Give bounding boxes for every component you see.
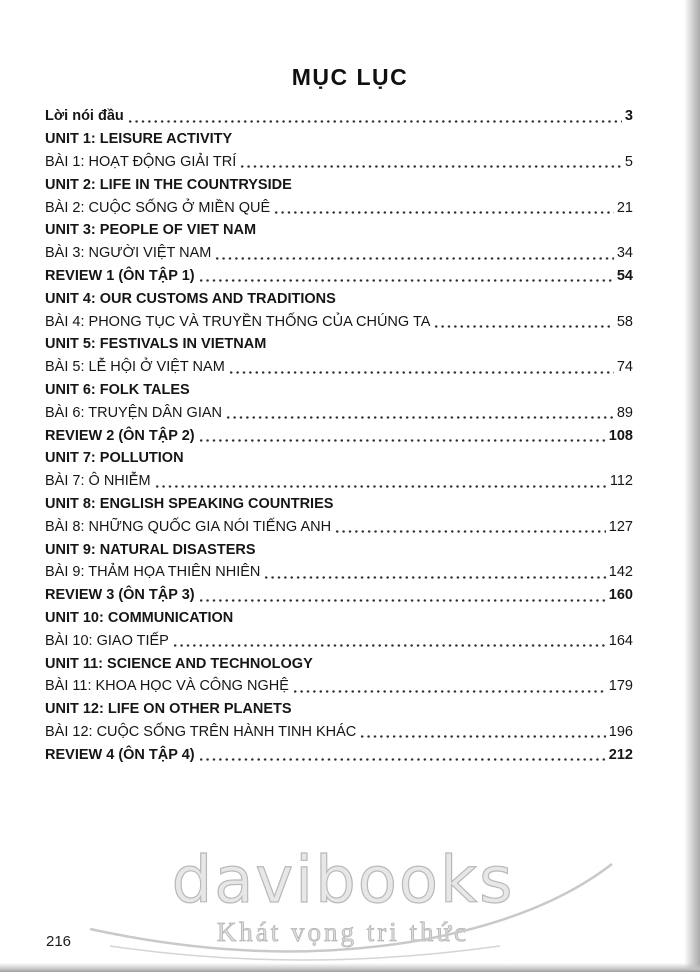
table-of-contents: [45, 105, 633, 766]
toc-entry-label: BÀI 8: NHỮNG QUỐC GIA NÓI TIẾNG ANH: [45, 518, 332, 535]
toc-entry-page: 212: [608, 746, 633, 763]
toc-entry-label: REVIEW 4 (ÔN TẬP 4): [45, 746, 195, 763]
scan-edge-right: [684, 0, 700, 972]
toc-entry: [45, 607, 633, 630]
toc-entry: [45, 447, 633, 470]
toc-entry-label: Lời nói đầu: [45, 108, 124, 125]
toc-entry: [45, 333, 633, 356]
toc-entry-label: UNIT 1: LEISURE ACTIVITY: [45, 131, 233, 148]
toc-entry: [45, 173, 633, 196]
toc-entry: [45, 652, 633, 675]
toc-entry-page: 160: [608, 587, 633, 604]
toc-entry-page: 108: [608, 427, 633, 444]
dot-leader: [228, 369, 614, 376]
toc-entry: [45, 128, 633, 151]
dot-leader: [225, 414, 614, 421]
toc-entry-page: 179: [608, 678, 633, 695]
toc-entry-page: 127: [608, 518, 633, 535]
watermark: [0, 844, 686, 948]
toc-entry: [45, 424, 633, 447]
dot-leader: [273, 209, 614, 216]
toc-entry-page: 58: [616, 313, 633, 330]
toc-entry: [45, 219, 633, 242]
toc-entry: [45, 698, 633, 721]
toc-entry: [45, 242, 633, 265]
toc-entry: [45, 721, 633, 744]
toc-entry-label: BÀI 4: PHONG TỤC VÀ TRUYỀN THỐNG CỦA CHÚNG TA: [45, 313, 431, 330]
dot-leader: [198, 277, 614, 284]
toc-entry-label: UNIT 11: SCIENCE AND TECHNOLOGY: [45, 655, 313, 672]
toc-entry-label: BÀI 1: HOẠT ĐỘNG GIẢI TRÍ: [45, 153, 237, 170]
dot-leader: [198, 437, 606, 444]
toc-entry-page: 54: [616, 267, 633, 284]
toc-entry: [45, 151, 633, 174]
toc-entry-label: BÀI 10: GIAO TIẾP: [45, 632, 169, 649]
toc-entry-page: 164: [608, 632, 633, 649]
dot-leader: [172, 642, 606, 649]
toc-entry: [45, 470, 633, 493]
dot-leader: [154, 483, 607, 490]
watermark-slogan-text: Khát vọng tri thức: [216, 917, 470, 948]
toc-entry-label: UNIT 5: FESTIVALS IN VIETNAM: [45, 336, 267, 353]
toc-entry-label: UNIT 8: ENGLISH SPEAKING COUNTRIES: [45, 495, 334, 512]
dot-leader: [334, 528, 606, 535]
dot-leader: [214, 255, 613, 262]
folio-page-number: 216: [46, 933, 72, 950]
dot-leader: [292, 688, 606, 695]
toc-entry: [45, 561, 633, 584]
toc-entry-page: 112: [609, 473, 633, 490]
toc-entry-page: 142: [608, 564, 633, 581]
toc-entry-page: 34: [616, 245, 633, 262]
toc-entry-label: REVIEW 3 (ÔN TẬP 3): [45, 587, 195, 604]
toc-entry-label: REVIEW 2 (ÔN TẬP 2): [45, 427, 195, 444]
dot-leader: [127, 118, 622, 125]
toc-entry: [45, 515, 633, 538]
dot-leader: [198, 597, 606, 604]
toc-entry-label: UNIT 10: COMMUNICATION: [45, 609, 234, 626]
page-title: MỤC LỤC: [291, 64, 409, 90]
toc-entry-label: UNIT 9: NATURAL DISASTERS: [45, 541, 256, 558]
toc-entry-label: BÀI 2: CUỘC SỐNG Ở MIỀN QUÊ: [45, 199, 271, 216]
toc-entry: [45, 493, 633, 516]
toc-entry: [45, 538, 633, 561]
toc-entry: [45, 675, 633, 698]
toc-entry: [45, 629, 633, 652]
toc-entry-label: BÀI 7: Ô NHIỄM: [45, 473, 151, 490]
toc-entry-label: BÀI 3: NGƯỜI VIỆT NAM: [45, 245, 212, 262]
toc-entry-page: 196: [608, 723, 633, 740]
toc-entry: [45, 105, 633, 128]
toc-entry: [45, 584, 633, 607]
toc-entry-label: UNIT 4: OUR CUSTOMS AND TRADITIONS: [45, 290, 336, 307]
toc-entry-label: BÀI 12: CUỘC SỐNG TRÊN HÀNH TINH KHÁC: [45, 723, 357, 740]
toc-entry-page: 74: [616, 359, 633, 376]
toc-entry: [45, 379, 633, 402]
toc-entry-label: REVIEW 1 (ÔN TẬP 1): [45, 267, 195, 284]
toc-entry-page: 3: [624, 108, 633, 125]
toc-entry: [45, 310, 633, 333]
scan-edge-bottom: [0, 963, 700, 972]
dot-leader: [263, 574, 605, 581]
toc-entry-label: UNIT 12: LIFE ON OTHER PLANETS: [45, 701, 292, 718]
toc-entry-label: BÀI 5: LỄ HỘI Ở VIỆT NAM: [45, 359, 225, 376]
toc-entry: [45, 196, 633, 219]
dot-leader: [239, 163, 622, 170]
toc-entry-page: 5: [624, 153, 633, 170]
toc-entry-label: UNIT 2: LIFE IN THE COUNTRYSIDE: [45, 176, 292, 193]
dot-leader: [198, 756, 606, 763]
toc-entry: [45, 265, 633, 288]
watermark-brand-text: davibooks: [171, 844, 515, 918]
toc-entry-label: UNIT 3: PEOPLE OF VIET NAM: [45, 222, 257, 239]
toc-entry: [45, 287, 633, 310]
toc-entry-label: BÀI 6: TRUYỆN DÂN GIAN: [45, 404, 222, 421]
watermark-swoosh-icon: [80, 834, 620, 964]
toc-entry-page: 21: [616, 199, 633, 216]
toc-entry: [45, 743, 633, 766]
dot-leader: [433, 323, 613, 330]
toc-entry-label: BÀI 9: THẢM HỌA THIÊN NHIÊN: [45, 564, 261, 581]
toc-entry-label: UNIT 6: FOLK TALES: [45, 381, 190, 398]
toc-entry-label: UNIT 7: POLLUTION: [45, 450, 184, 467]
toc-entry-label: BÀI 11: KHOA HỌC VÀ CÔNG NGHỆ: [45, 678, 289, 695]
toc-entry: [45, 401, 633, 424]
dot-leader: [359, 733, 606, 740]
toc-entry: [45, 356, 633, 379]
toc-entry-page: 89: [616, 404, 633, 421]
